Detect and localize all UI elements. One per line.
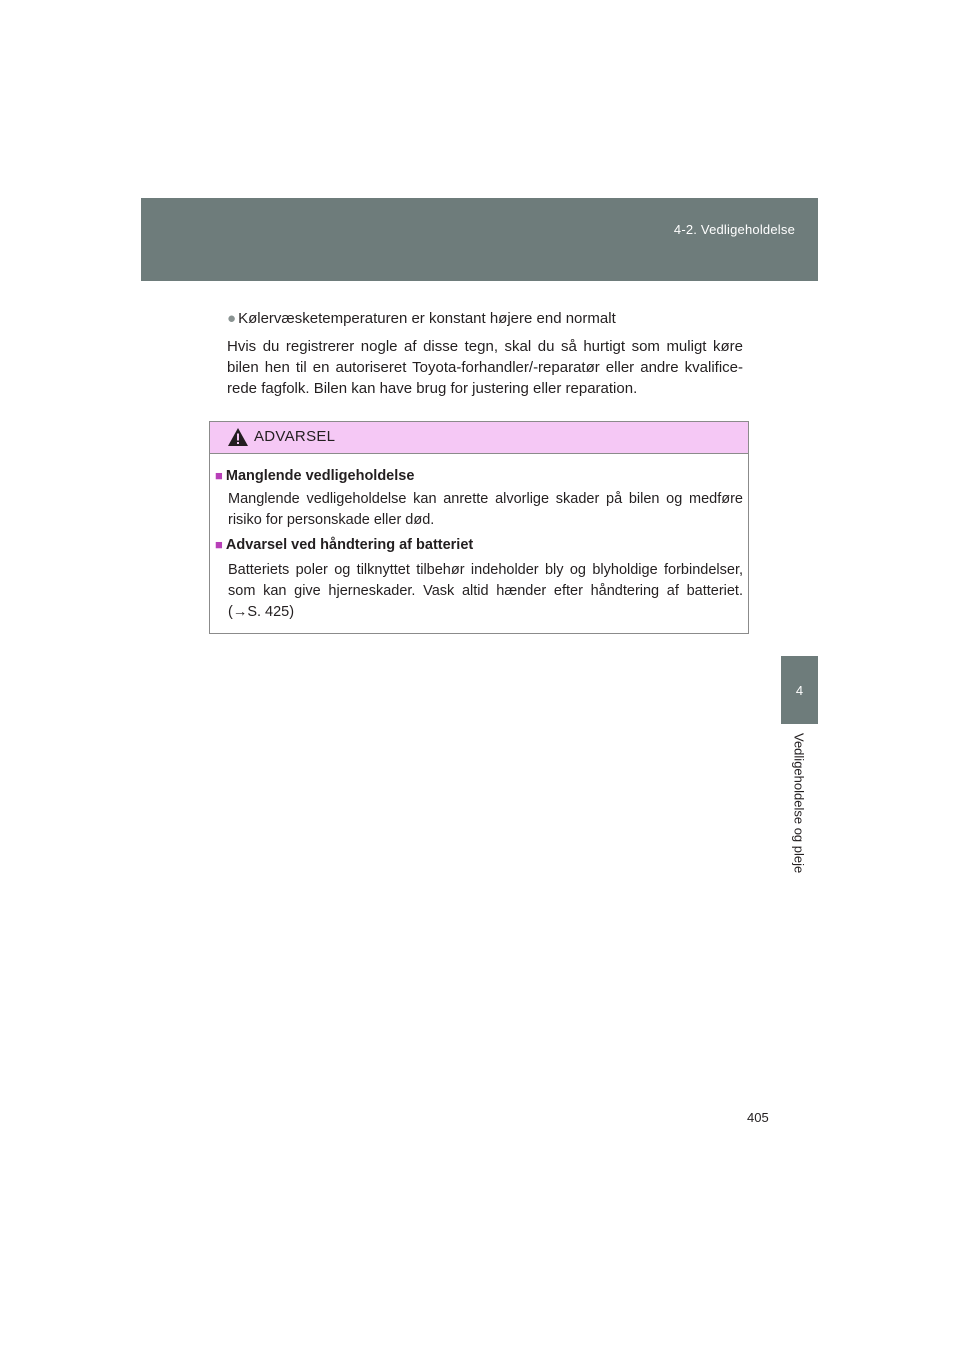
bullet-text: Kølervæsketemperaturen er konstant højere end normalt: [238, 310, 616, 327]
warning-header: [210, 422, 748, 454]
chapter-title: Vedligeholdelse og pleje: [791, 733, 807, 874]
warning-title: ADVARSEL: [254, 428, 336, 445]
warning-triangle-icon: [227, 427, 249, 447]
warning-item-heading-text: Advarsel ved håndtering af batteriet: [225, 537, 474, 553]
warning-item-text: Manglende vedligeholdelse kan anrette alvorlige skader på bilen og medføre risiko for personskade eller død.: [228, 491, 743, 528]
bullet-icon: ●: [227, 310, 237, 327]
bullet-item: [227, 308, 743, 329]
warning-box: [209, 421, 749, 634]
body-paragraph: Hvis du registrerer nogle af disse tegn, skal du så hurtigt som muligt køre bilen hen til en autoriseret Toyota-forhandler/-reparatør eller andre kvalifice-rede fagfolk. Bilen kan have brug for justering eller reparation.: [227, 338, 743, 397]
section-title: 4-2. Vedligeholdelse: [673, 222, 795, 237]
square-bullet-icon: ■: [215, 468, 223, 483]
header-band: [141, 198, 818, 281]
warning-item-text: Batteriets poler og tilknyttet tilbehør indeholder bly og blyholdige forbindelser, som kan give hjerneskader. Vask altid hænder efter håndtering af batteriet. (→S. 425): [228, 562, 743, 620]
chapter-number: 4: [795, 682, 804, 698]
chapter-tab: [781, 656, 818, 724]
page-number: 405: [747, 1110, 769, 1125]
warning-item-heading: [215, 534, 743, 556]
warning-item-heading-text: Manglende vedligeholdelse: [225, 468, 415, 484]
warning-item-heading: [215, 465, 743, 487]
square-bullet-icon: ■: [215, 537, 223, 552]
